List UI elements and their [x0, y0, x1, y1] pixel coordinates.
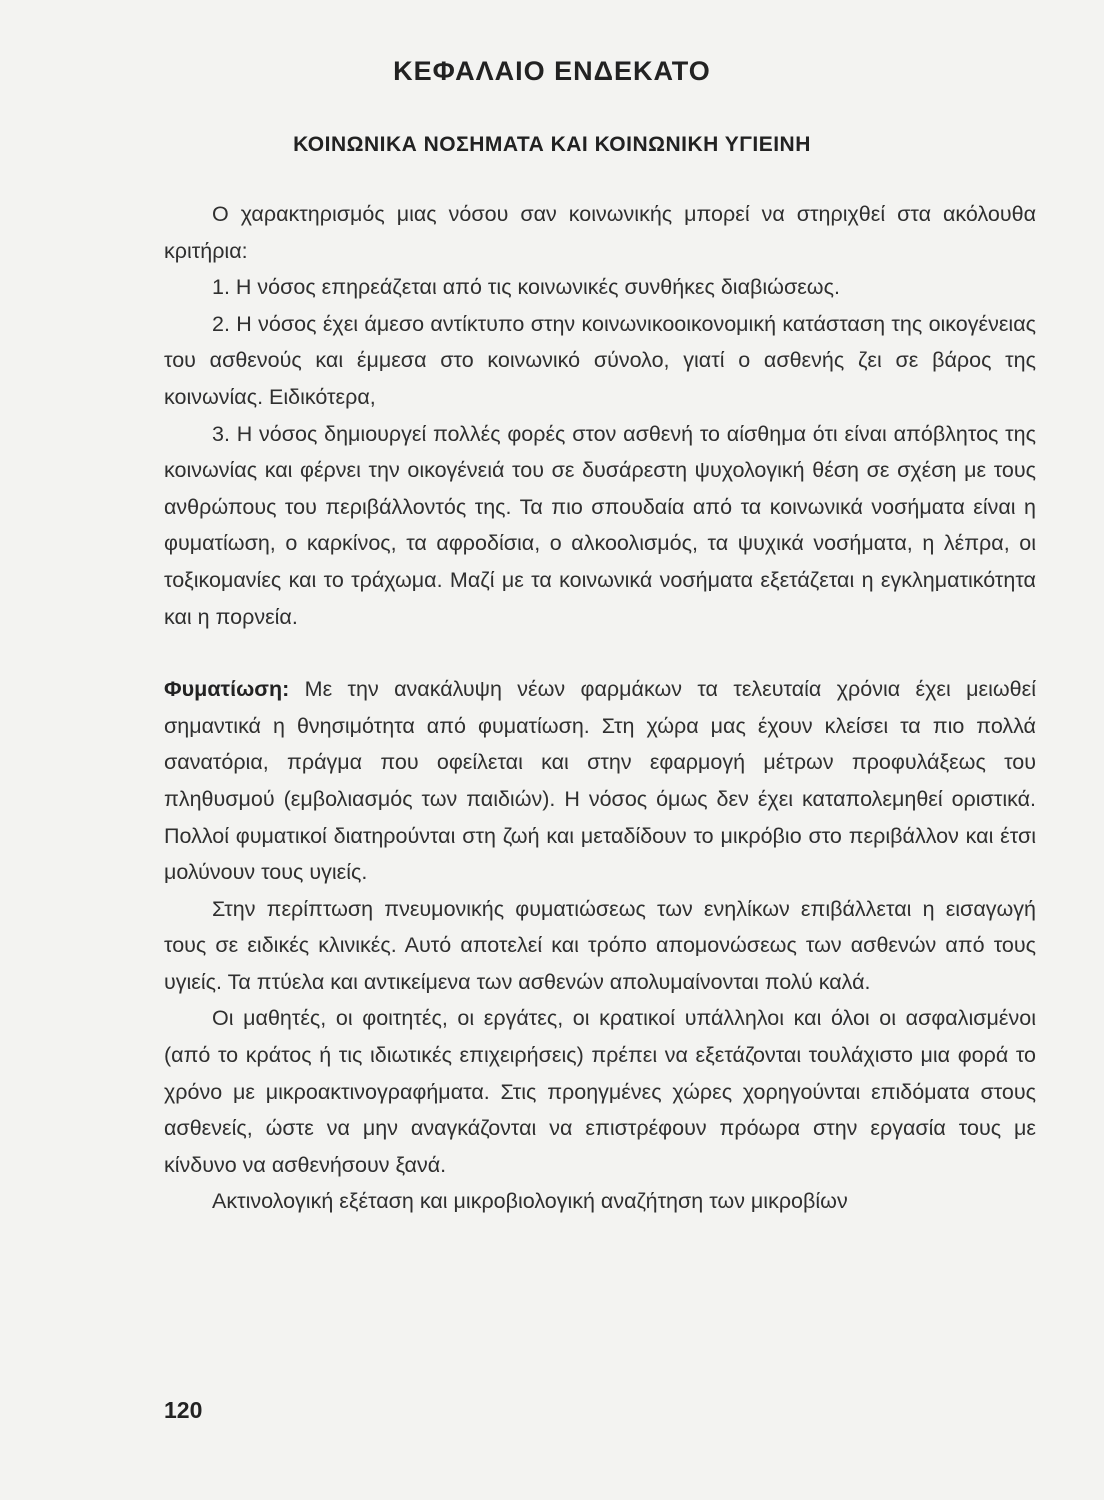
- tuberculosis-first-text: Με την ανακάλυψη νέων φαρμάκων τα τελευταία χρόνια έχει μειωθεί σημαντικά η θνησιμότητα από φυματίωση. Στη χώρα μας έχουν κλείσει τα πιο πολλά σανατόρια, πράγμα που οφείλεται και στην εφαρμογή μέτρων προφυλάξεως του πληθυσμού (εμβολιασμός των παιδιών). Η νόσος όμως δεν έχει καταπολεμηθεί οριστικά. Πολλοί φυματικοί διατηρούνται στη ζωή και μεταδίδουν το μικρόβιο στο περιβάλλον και έτσι μολύνουν τους υγιείς.: [164, 677, 1036, 885]
- criterion-2: 2. Η νόσος έχει άμεσο αντίκτυπο στην κοινωνικοοικονομική κατάσταση της οικογένειας του ασθενούς και έμμεσα στο κοινωνικό σύνολο, γιατί ο ασθενής ζει σε βάρος της κοινωνίας. Ειδικότερα,: [164, 311, 1036, 409]
- criterion-3: 3. Η νόσος δημιουργεί πολλές φορές στον ασθενή το αίσθημα ότι είναι απόβλητος της κοινωνίας και φέρνει την οικογένειά του σε δυσάρεστη ψυχολογική θέση σε σχέση με τους ανθρώπους του περιβάλλοντός της. Τα πιο σπουδαία από τα κοινωνικά νοσήματα είναι η φυματίωση, ο καρκίνος, τα αφροδίσια, ο αλκοολισμός, τα ψυχικά νοσήματα, η λέπρα, οι τοξικομανίες και το τράχωμα. Μαζί με τα κοινωνικά νοσήματα εξετάζεται η εγκληματικότητα και η πορνεία.: [164, 421, 1036, 629]
- tuberculosis-paragraph-2: Στην περίπτωση πνευμονικής φυματιώσεως των ενηλίκων επιβάλλεται η εισαγωγή τους σε ειδικές κλινικές. Αυτό αποτελεί και τρόπο απομονώσεως των ασθενών από τους υγιείς. Τα πτύελα και αντικείμενα των ασθενών απολυμαίνονται πολύ καλά.: [164, 896, 1036, 994]
- tuberculosis-paragraph-4: Ακτινολογική εξέταση και μικροβιολογική αναζήτηση των μικροβίων: [212, 1189, 848, 1214]
- chapter-title: ΚΕΦΑΛΑΙΟ ΕΝΔΕΚΑΤΟ: [393, 56, 711, 86]
- tuberculosis-paragraph: [164, 671, 1036, 891]
- section-title: ΚΟΙΝΩΝΙΚΑ ΝΟΣΗΜΑΤΑ ΚΑΙ ΚΟΙΝΩΝΙΚΗ ΥΓΙΕΙΝΗ: [293, 133, 811, 156]
- page-number: 120: [164, 1397, 203, 1423]
- tuberculosis-paragraph-3: Οι μαθητές, οι φοιτητές, οι εργάτες, οι κρατικοί υπάλληλοι και όλοι οι ασφαλισμένοι (από το κράτος ή τις ιδιωτικές επιχειρήσεις) πρέπει να εξετάζονται τουλάχιστο μια φορά το χρόνο με μικροακτινογραφήματα. Στις προηγμένες χώρες χορηγούνται επιδόματα στους ασθενείς, ώστε να μην αναγκάζονται να επιστρέφουν πρόωρα στην εργασία τους με κίνδυνο να ασθενήσουν ξανά.: [164, 1006, 1036, 1177]
- page-body: [164, 196, 1036, 1220]
- criterion-1: 1. Η νόσος επηρεάζεται από τις κοινωνικές συνθήκες διαβιώσεως.: [212, 275, 840, 300]
- tuberculosis-term: Φυματίωση:: [164, 677, 290, 702]
- intro-paragraph: Ο χαρακτηρισμός μιας νόσου σαν κοινωνικής μπορεί να στηριχθεί στα ακόλουθα κριτήρια:: [164, 202, 1036, 263]
- section-spacer: [164, 635, 1036, 671]
